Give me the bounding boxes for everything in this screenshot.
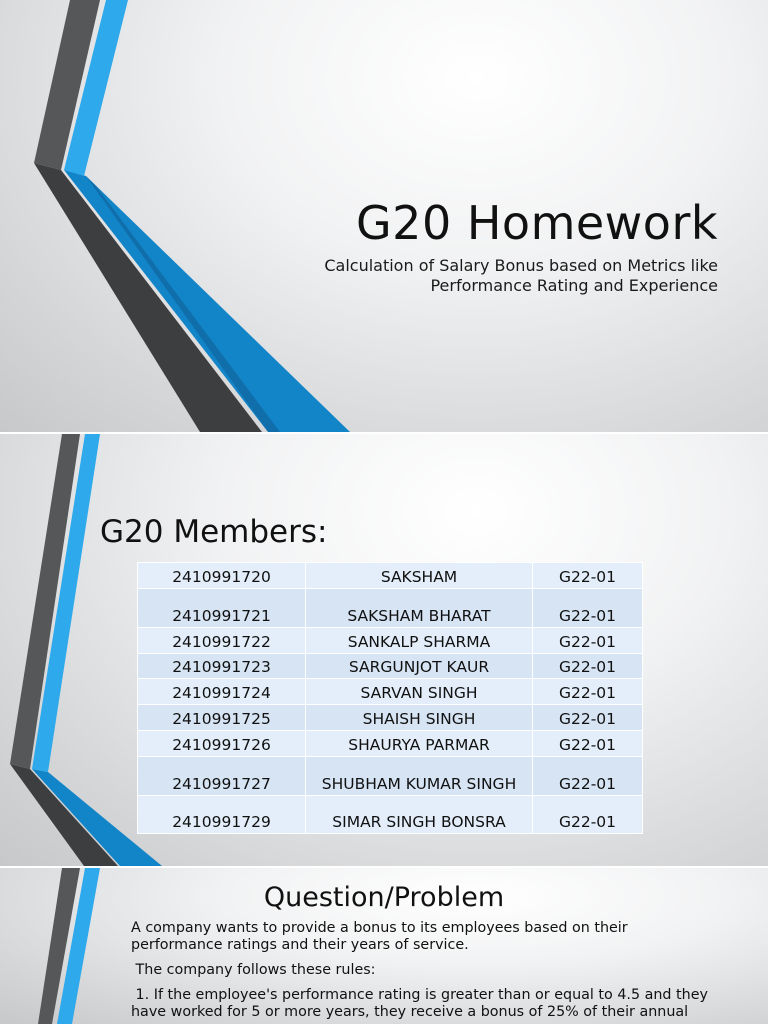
member-id: 2410991723	[138, 654, 306, 679]
member-id: 2410991725	[138, 705, 306, 731]
member-group: G22-01	[533, 705, 643, 731]
question-heading: Question/Problem	[263, 882, 505, 913]
member-name: SHAISH SINGH	[306, 705, 533, 731]
table-row	[138, 589, 643, 628]
table-row	[138, 654, 643, 679]
member-group: G22-01	[533, 757, 643, 796]
member-id: 2410991726	[138, 731, 306, 757]
subtitle-line-1: Calculation of Salary Bonus based on Metrics like	[324, 256, 718, 275]
member-name: SHUBHAM KUMAR SINGH	[306, 757, 533, 796]
dark-diagonal-shape	[34, 163, 262, 432]
question-paragraph: A company wants to provide a bonus to its employees based on their performance ratings and their years of service.	[131, 920, 628, 953]
member-group: G22-01	[533, 589, 643, 628]
table-row	[138, 731, 643, 757]
question-slide	[0, 868, 768, 1024]
member-group: G22-01	[533, 731, 643, 757]
members-table	[137, 562, 643, 834]
member-name: SIMAR SINGH BONSRA	[306, 796, 533, 834]
presentation-subtitle	[238, 256, 718, 296]
table-row	[138, 628, 643, 654]
member-id: 2410991727	[138, 757, 306, 796]
member-id: 2410991729	[138, 796, 306, 834]
table-row	[138, 796, 643, 834]
dark-diagonal-shape	[10, 764, 118, 866]
members-slide	[0, 434, 768, 866]
table-row	[138, 563, 643, 589]
member-name: SAKSHAM	[306, 563, 533, 589]
member-name: SANKALP SHARMA	[306, 628, 533, 654]
member-group: G22-01	[533, 796, 643, 834]
member-id: 2410991721	[138, 589, 306, 628]
member-name: SARVAN SINGH	[306, 679, 533, 705]
question-paragraph: The company follows these rules:	[131, 962, 376, 978]
table-row	[138, 705, 643, 731]
member-group: G22-01	[533, 654, 643, 679]
member-id: 2410991720	[138, 563, 306, 589]
member-name: SHAURYA PARMAR	[306, 731, 533, 757]
question-paragraph: 1. If the employee's performance rating is greater than or equal to 4.5 and they have worked for 5 or more years, they receive a bonus of 25% of their annual	[131, 987, 713, 1020]
member-group: G22-01	[533, 563, 643, 589]
member-id: 2410991722	[138, 628, 306, 654]
member-id: 2410991724	[138, 679, 306, 705]
member-group: G22-01	[533, 628, 643, 654]
title-slide	[0, 0, 768, 432]
question-body	[131, 920, 721, 1024]
member-group: G22-01	[533, 679, 643, 705]
presentation-title: G20 Homework	[356, 196, 718, 250]
table-row	[138, 757, 643, 796]
member-name: SARGUNJOT KAUR	[306, 654, 533, 679]
members-heading: G20 Members:	[100, 514, 328, 550]
member-name: SAKSHAM BHARAT	[306, 589, 533, 628]
table-row	[138, 679, 643, 705]
subtitle-line-2: Performance Rating and Experience	[430, 276, 718, 295]
